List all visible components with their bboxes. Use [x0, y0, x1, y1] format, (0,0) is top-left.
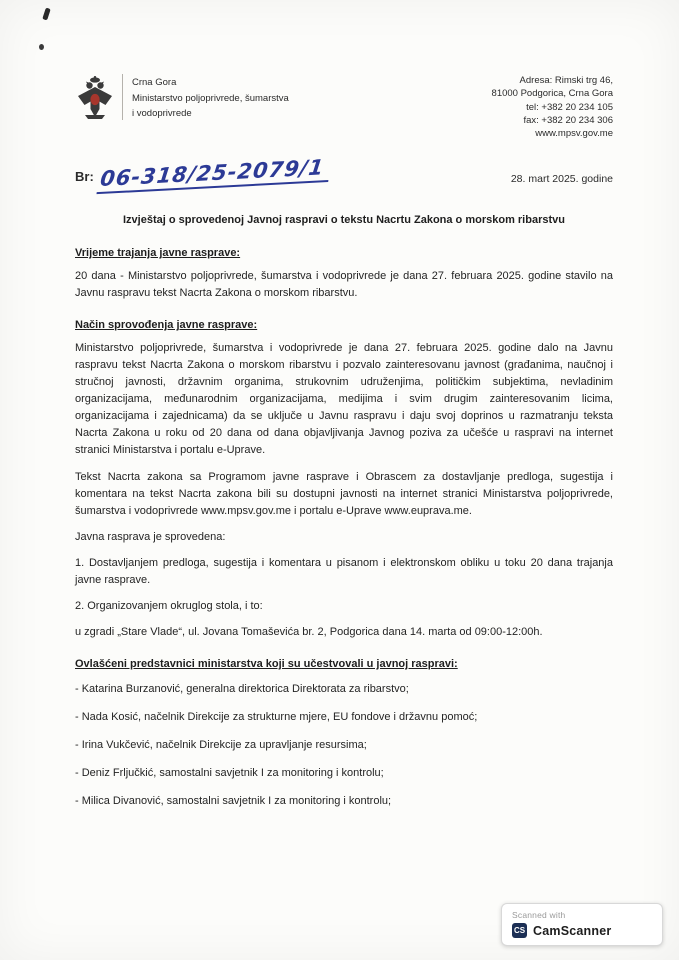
address-fax: fax: +382 20 234 306	[523, 114, 613, 126]
letterhead	[75, 74, 613, 140]
paragraph: Ministarstvo poljoprivrede, šumarstva i vodoprivrede je dana 27. februara 2025. godine dalo na Javnu raspravu tekst Nacrta Zakona o morskom ribarstvu i pozvalo zainteresovanu javnost (građanima, naučnoj i stručnoj javnosti, državnim organima, strukovnim udruženjima, političkim subjektima, nevladinim organizacijama, međunarodnim organizacijama, medijima i svim drugim zainteresovanim licima, organizacijama i zajednicama) da se uključe u Javnu raspravu i daju svoj doprinos u razmatranju teksta Nacrta Zakona u roku od 20 dana od dana objavljivanja Javnog poziva za učešće u raspravi na internet stranici Ministarstva i portalu e-Uprave.	[75, 342, 613, 457]
reference-label: Br:	[75, 169, 94, 185]
list-item-numbered: 1. Dostavljanjem predloga, sugestija i komentara u pisanom i elektronskom obliku u toku 20 dana trajanja javne rasprave.	[75, 556, 613, 586]
camscanner-badge-label: Scanned with	[512, 910, 566, 920]
section-heading-vrijeme: Vrijeme trajanja javne rasprave:	[75, 247, 241, 260]
document-date: 28. mart 2025. godine	[510, 173, 613, 186]
list-item-numbered: 2. Organizovanjem okruglog stola, i to:	[75, 599, 263, 612]
paragraph: Javna rasprava je sprovedena:	[75, 530, 226, 543]
representative-item: - Katarina Burzanović, generalna direktorica Direktorata za ribarstvo;	[75, 682, 409, 695]
paragraph: 20 dana - Ministarstvo poljoprivrede, šumarstva i vodoprivrede je dana 27. februara 2025. godine stavilo na Javnu raspravu tekst Nacrta Zakona o morskom ribarstvu.	[75, 270, 613, 300]
address-block	[492, 74, 613, 140]
address-city: 81000 Podgorica, Crna Gora	[491, 88, 613, 100]
camscanner-badge-brand	[512, 923, 652, 938]
address-tel: tel: +382 20 234 105	[526, 101, 613, 113]
montenegro-coat-of-arms-icon	[75, 74, 115, 122]
reference-number-group	[75, 155, 330, 192]
scan-artifact-mark	[39, 44, 44, 50]
scan-artifact-mark	[42, 8, 50, 21]
representative-item: - Nada Kosić, načelnik Direkcije za strukturne mjere, EU fondove i državnu pomoć;	[75, 710, 478, 723]
representative-item: - Milica Divanović, samostalni savjetnik I za monitoring i kontrolu;	[75, 794, 392, 807]
document-title: Izvještaj o sprovedenoj Javnoj raspravi o tekstu Nacrtu Zakona o morskom ribarstvu	[123, 214, 565, 227]
letterhead-left	[75, 74, 289, 122]
ministry-name-block	[132, 74, 289, 121]
camscanner-badge	[501, 903, 663, 946]
document-content	[75, 74, 613, 822]
representative-item: - Irina Vukčević, načelnik Direkcije za upravljanje resursima;	[75, 738, 367, 751]
representative-item: - Deniz Frljučkić, samostalni savjetnik I za monitoring i kontrolu;	[75, 766, 384, 779]
paragraph: Tekst Nacrta zakona sa Programom javne rasprave i Obrascem za dostavljanje predloga, sugestija i komentara na tekst Nacrta zakona bili su dostupni javnosti na internet stranici Ministarstva poljoprivrede, šumarstva i vodoprivrede www.mpsv.gov.me i portalu e-Uprave www.euprava.me.	[75, 470, 613, 517]
section-heading-nacin: Način sprovođenja javne rasprave:	[75, 319, 258, 332]
camscanner-brand-name: CamScanner	[533, 923, 612, 938]
address-street: Adresa: Rimski trg 46,	[519, 75, 613, 86]
ministry-name-line2: i vodoprivrede	[132, 107, 192, 119]
ministry-name-line1: Ministarstvo poljoprivrede, šumarstva	[132, 93, 289, 105]
handwritten-reference-number: 06-318/25-2079/1	[96, 155, 331, 194]
letterhead-divider	[122, 74, 123, 120]
address-website: www.mpsv.gov.me	[535, 128, 613, 140]
camscanner-logo-icon: CS	[512, 923, 527, 938]
reference-row	[75, 154, 613, 192]
paragraph: u zgradi „Stare Vlade“, ul. Jovana Tomaševića br. 2, Podgorica dana 14. marta od 09:00-12:00h.	[75, 625, 543, 638]
section-heading-predstavnici: Ovlašćeni predstavnici ministarstva koji su učestvovali u javnoj raspravi:	[75, 657, 458, 670]
country-name: Crna Gora	[132, 77, 177, 88]
